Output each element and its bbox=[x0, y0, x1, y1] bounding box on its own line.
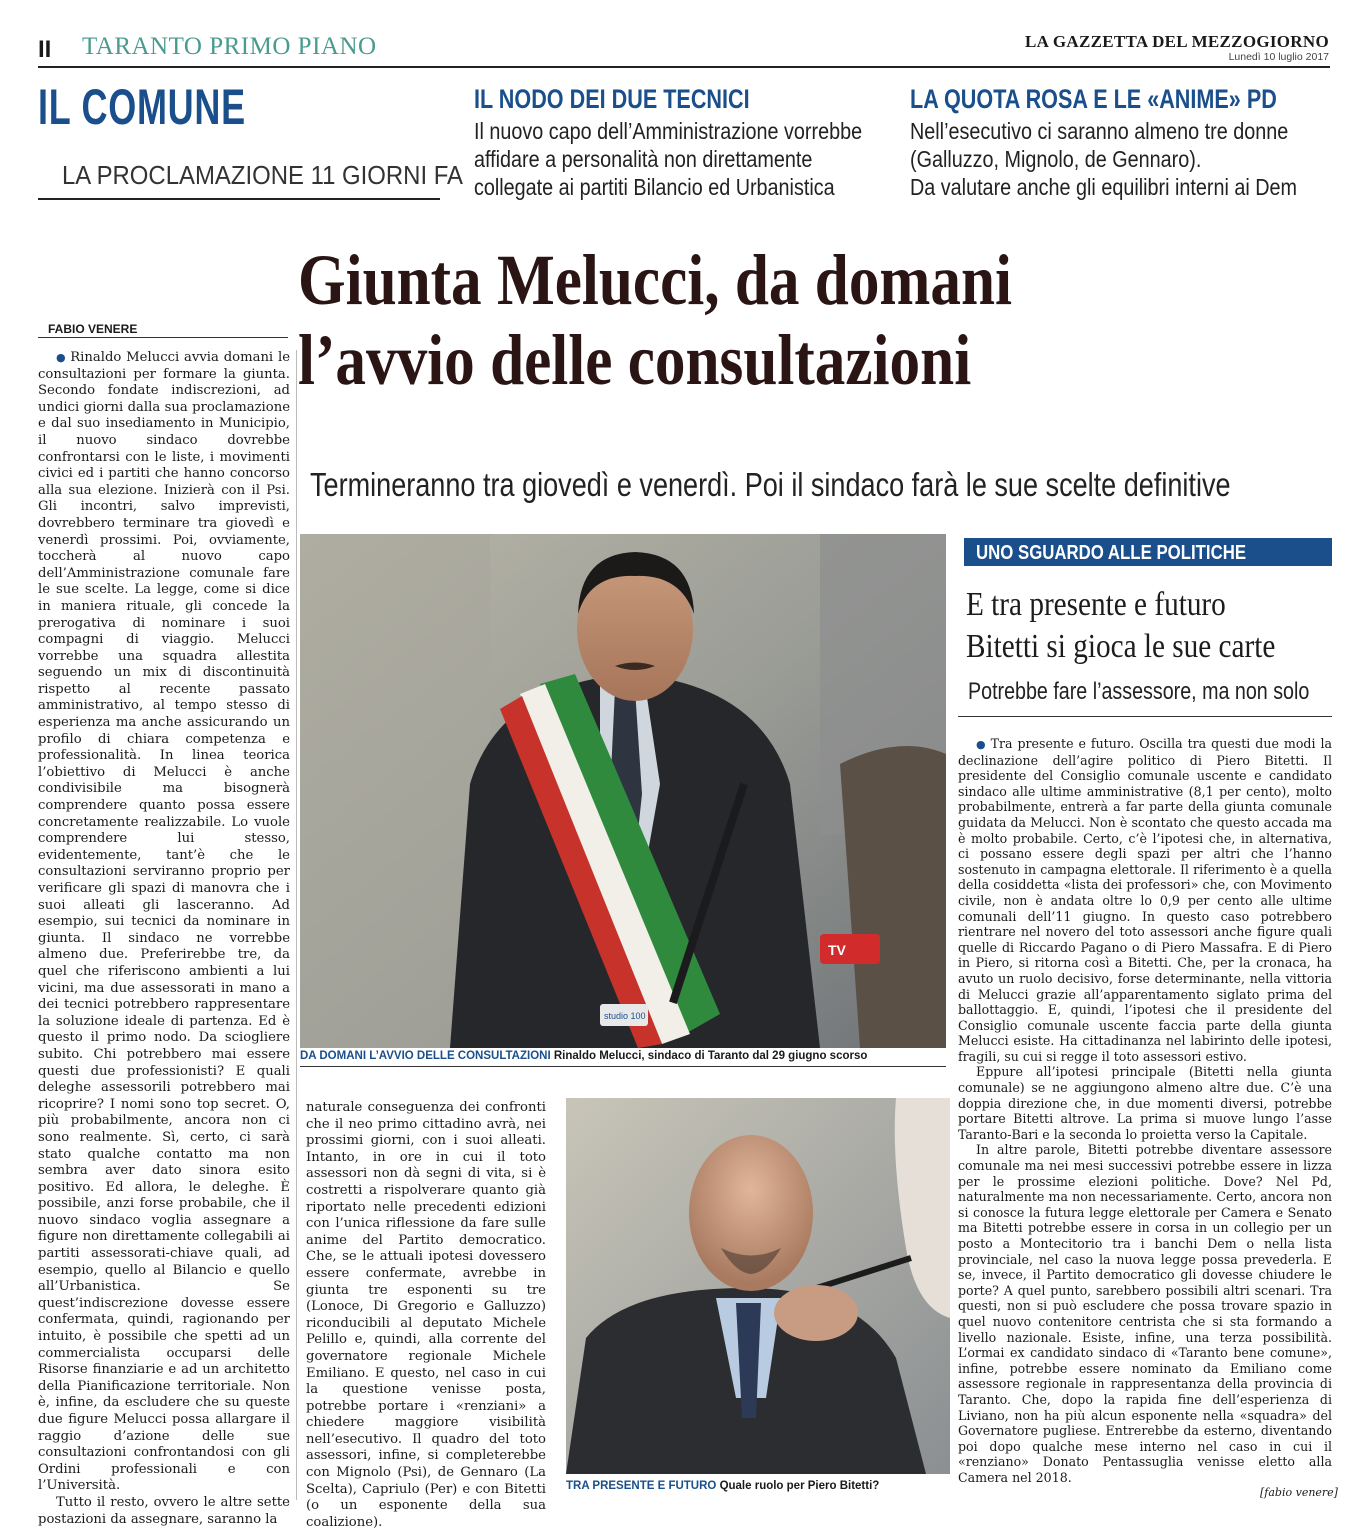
kicker-right-title: LA QUOTA ROSA E LE «ANIME» PD bbox=[910, 84, 1277, 114]
sidebar-headline-line: Bitetti si gioca le sue carte bbox=[966, 628, 1276, 665]
sidebar-paragraph: Eppure all’ipotesi principale (Bitetti nella giunta comunale) se ne aggiungono almeno altre due. C’è una doppia direzione che, in due momenti diversi, potrebbe portare Bitetti altrove. La prima si muove lungo l’asse Taranto-Bari e la seconda lo proietta verso la Capitale. bbox=[958, 1064, 1332, 1142]
sidebar-article bbox=[958, 736, 1332, 1485]
photo-melucci bbox=[300, 534, 946, 1048]
kicker-left-subtitle: LA PROCLAMAZIONE 11 GIORNI FA bbox=[62, 160, 463, 190]
article-paragraph: Rinaldo Melucci avvia domani le consultazioni per formare la giunta. Secondo fondate indiscrezioni, ad undici giorni dalla sua proclamazione e dal suo insediamento in Municipio, il nuovo sindaco dovrebbe confrontarsi con le liste, i movimenti civici ed i partiti che hanno concorso alla sua elezione. Inizierà con il Psi. Gli incontri, salvo imprevisti, dovrebbero terminare tra giovedì e venerdì prossimi. Poi, ovviamente, toccherà al nuovo capo dell’Amministrazione comunale fare le sue scelte. La legge, come si dice in maniera rituale, gli concede la prerogativa di nominare i suoi compagni di viaggio. Melucci vorrebbe una squadra allestita seguendo un mix di discontinuità rispetto al recente passato amministrativo, al tempo stesso di esperienza ma anche assicurando un profilo di chiara competenza e professionalità. In linea teorica l’obiettivo di Melucci è anche condivisibile ma bisognerà comprendere quanto possa essere concretamente realizzabile. Lo vuole comprendere lui stesso, evidentemente, tant’è che le consultazioni serviranno proprio per verificare gli spazi di manovra che i suoi alleati gli lasceranno. Ad esempio, sui tecnici da nominare in giunta. Il sindaco ne vorrebbe almeno due. Preferirebbe tre, da quel che riferiscono ambienti a lui vicini, ma due assessorati in mano a dei tecnici potrebbero rappresentare la soluzione ideale di partenza. Ed è questo il primo nodo. Da sciogliere subito. Chi potrebbero mai essere questi due professionisti? E quali deleghe assessorili potrebbero mai ricoprire? I nomi sono top secret. O, più probabilmente, ancora non ci sono realmente. Sì, certo, ci sarà stato qualche contatto ma non sembra aver dato sinora esito positivo. Ed allora, le deleghe. È possibile, anzi forse probabile, che il nuovo sindaco voglia assegnare a figure non direttamente collegabili ai partiti assessorati-chiave quali, ad esempio, quello al Bilancio e quello all’Urbanistica. Se quest’indiscrezione dovesse essere confermata, quindi, ragionando per intuito, è possibile che spetti ad un commercialista occuparsi delle Risorse finanziarie e ad un architetto della Pianificazione territoriale. Non è, infine, da escludere che su queste due figure Melucci possa allargare il raggio d’azione delle sue consultazioni confrontandosi con gli Ordini professionali e con l’Università. bbox=[38, 350, 291, 1494]
mic-label-tv: TV bbox=[828, 942, 846, 958]
sidebar-paragraph: Tra presente e futuro. Oscilla tra questi due modi la declinazione dell’agire politico di Piero Bitetti. Il presidente del Consiglio comunale uscente e candidato sindaco alle ultime amministrative (8,1 per cento), molto probabilmente, entrerà a far parte della giunta comunale guidata da Melucci. Non è scontato che questo accada ma è molto probabile. Certo, c’è l’ipotesi che, in alternativa, ci possano essere degli spazi per altri che l’hanno sostenuto in campagna elettorale. Il riferimento è a quella della cosiddetta «lista dei professori» che, con Movimento civile, non è andata oltre lo 0,9 per cento alle ultime comunali dell’11 giugno. In questo caso potrebbero rientrare nel novero del toto assessori anche figure quali quelle di Riccardo Pagano o di Piero Massafra. E di Piero in Piero, si ritorna così a Bitetti. Che, per la cronaca, ha avuto un ruolo decisivo, forse determinante, nella vittoria di Melucci grazie all’apparentamento siglato prima del ballottaggio. E, quindi, l’ipotesi che il presidente del Consiglio comunale uscente faccia parte della giunta Melucci esiste. Ha cittadinanza nel labirinto delle ipotesi, fragili, su cui si regge il toto assessori estivo. bbox=[958, 736, 1332, 1064]
kicker-right bbox=[910, 84, 1369, 201]
photo-melucci-illustration bbox=[300, 534, 946, 1048]
kicker-left-rule bbox=[38, 198, 440, 200]
section-label: TARANTO PRIMO PIANO bbox=[82, 33, 377, 60]
sidebar-subheadline: Potrebbe fare l’assessore, ma non solo bbox=[968, 678, 1310, 705]
kicker-right-line: Da valutare anche gli equilibri interni ai Dem bbox=[910, 174, 1298, 200]
caption-lead: TRA PRESENTE E FUTURO bbox=[566, 1480, 717, 1492]
photo-melucci-caption bbox=[300, 1050, 946, 1062]
headline-line: Giunta Melucci, da domani bbox=[298, 240, 1013, 320]
sidebar-paragraph: In altre parole, Bitetti potrebbe diventare assessore comunale ma nei mesi successivi potrebbe essere in lizza per le prossime elezioni politiche. Dove? Nel Pd, naturalmente ma non necessariamente. Certo, ancora non si conosce la futura legge elettorale per Camera e Senato ma Bitetti potrebbe essere in corsa in un collegio per un posto a Montecitorio tra i banchi Dem o nella lista provinciale, nel caso la nuova legge possa prevederla. E se, invece, il Partito democratico gli dovesse chiudere le porte? A quel punto, sarebbero possibili altri scenari. Tra questi, non si può escludere che possa trovare spazio in quel nuovo contenitore centrista che si sta formando a livello nazionale. Esiste, infine, una terza possibilità. L’ormai ex candidato sindaco di «Taranto bene comune», infine, potrebbe essere nominato da Emiliano come assessore regionale in rappresentanza della provincia di Taranto. Che, dopo la rapida fine dell’esperienza di Liviano, non ha più alcun esponente nella «squadra» del Governatore pugliese. Entrerebbe da esterno, diventando poi dopo qualche mese interno nel caso in cui il «renziano» Donato Pentassuglia venisse eletto alla Camera nel 2018. bbox=[958, 1142, 1332, 1485]
mic-label-studio: studio 100 bbox=[604, 1011, 646, 1021]
sidebar-rule bbox=[958, 716, 1332, 717]
photo-bitetti bbox=[566, 1098, 950, 1474]
caption-rule bbox=[300, 1066, 946, 1067]
sidebar-headline-line: E tra presente e futuro bbox=[966, 586, 1226, 623]
kicker-middle-line: affidare a personalità non direttamente bbox=[474, 146, 813, 172]
newspaper-name: LA GAZZETTA DEL MEZZOGIORNO bbox=[1025, 32, 1329, 51]
article-column-2 bbox=[306, 1100, 546, 1530]
sidebar-signoff: [fabio venere] bbox=[1260, 1486, 1338, 1499]
kicker-right-line: (Galluzzo, Mignolo, de Gennaro). bbox=[910, 146, 1202, 172]
header-rule bbox=[38, 66, 1330, 68]
photo-bitetti-caption bbox=[566, 1480, 950, 1492]
caption-text: Rinaldo Melucci, sindaco di Taranto dal 29 giugno scorso bbox=[553, 1050, 868, 1062]
article-paragraph: naturale conseguenza dei confronti che il neo primo cittadino avrà, nei prossimi giorni, con i suoi alleati. Intanto, in ore in cui il toto assessori non dà segni di vita, si è costretti a rispolverare quanto già riportato nelle precedenti edizioni con l’unica riflessione da fare sulle anime del Partito democratico. Che, se le attuali ipotesi dovessero essere confermate, avrebbe in giunta tre esponenti su tre (Lonoce, Di Gregorio e Galluzzo) riconducibili al deputato Michele Pelillo e, quindi, alla corrente del governatore regionale Michele Emiliano. E questo, nel caso in cui la questione venisse posta, potrebbe portare i «renziani» a chiedere maggiore visibilità nell’esecutivo. Il quadro del toto assessori, infine, si completerebbe con Mignolo (Psi), de Gennaro (La Scelta), Capriulo (Per) e con Bitetti (o un esponente della sua coalizione). bbox=[306, 1100, 546, 1530]
subheadline: Termineranno tra giovedì e venerdì. Poi il sindaco farà le sue scelte definitive bbox=[310, 466, 1231, 503]
kicker-middle-title: IL NODO DEI DUE TECNICI bbox=[474, 84, 750, 114]
headline bbox=[298, 240, 1233, 400]
headline-line: l’avvio delle consultazioni bbox=[298, 320, 972, 400]
author-byline: FABIO VENERE bbox=[48, 322, 138, 336]
article-column-1 bbox=[38, 350, 291, 1527]
photo-bitetti-illustration bbox=[566, 1098, 950, 1474]
kicker-middle-line: Il nuovo capo dell’Amministrazione vorrebbe bbox=[474, 118, 863, 144]
bullet-icon: ● bbox=[56, 351, 67, 364]
author-rule bbox=[38, 337, 288, 338]
article-paragraph: Tutto il resto, ovvero le altre sette postazioni da assegnare, saranno la bbox=[38, 1494, 290, 1527]
caption-lead: DA DOMANI L’AVVIO DELLE CONSULTAZIONI bbox=[300, 1050, 551, 1062]
column-divider bbox=[296, 350, 297, 1500]
caption-text: Quale ruolo per Piero Bitetti? bbox=[719, 1480, 880, 1492]
issue-date: Lunedì 10 luglio 2017 bbox=[1228, 51, 1329, 63]
kicker-middle bbox=[474, 84, 925, 201]
kicker-left-title: IL COMUNE bbox=[38, 79, 246, 135]
kicker-right-line: Nell’esecutivo ci saranno almeno tre donne bbox=[910, 118, 1289, 144]
sidebar-headline bbox=[966, 584, 1275, 668]
sidebar-band-label: UNO SGUARDO ALLE POLITICHE bbox=[976, 542, 1247, 564]
kicker-middle-line: collegate ai partiti Bilancio ed Urbanistica bbox=[474, 174, 835, 200]
page-number: II bbox=[38, 36, 52, 63]
bullet-icon: ● bbox=[976, 738, 987, 751]
